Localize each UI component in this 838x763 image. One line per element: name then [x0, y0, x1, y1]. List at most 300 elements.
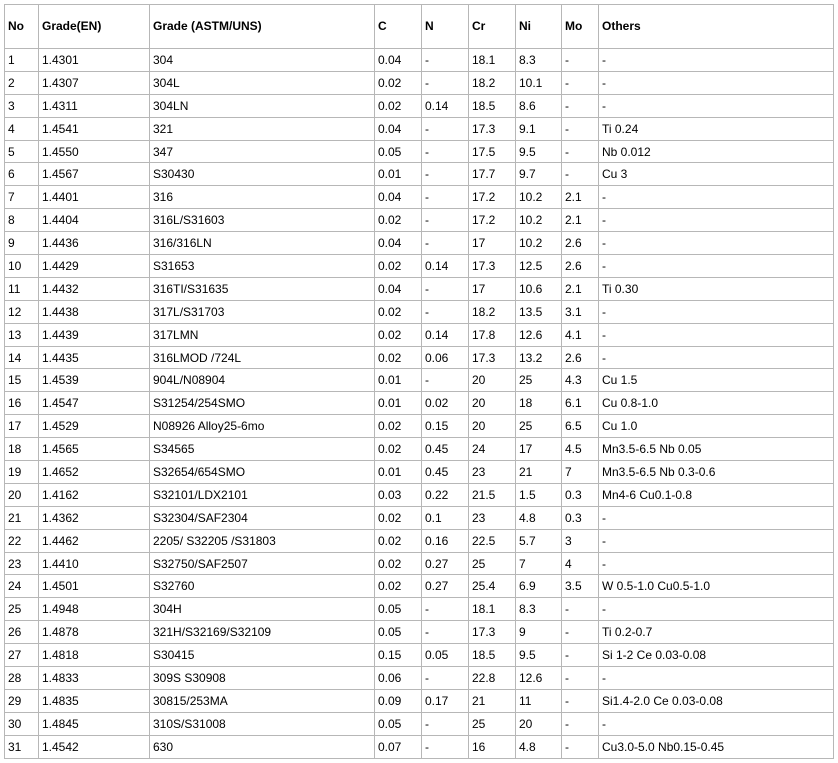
- cell-grade-en: 1.4435: [39, 346, 150, 369]
- cell-n: 0.15: [422, 415, 469, 438]
- header-n: N: [422, 5, 469, 49]
- table-row: [5, 117, 834, 140]
- cell-grade-en: 1.4547: [39, 392, 150, 415]
- cell-grade-en: 1.4501: [39, 575, 150, 598]
- cell-no: 8: [5, 209, 39, 232]
- cell-c: 0.06: [375, 667, 422, 690]
- table-row: [5, 163, 834, 186]
- cell-mo: 2.6: [562, 255, 599, 278]
- cell-grade-astm-uns: 316/316LN: [150, 232, 375, 255]
- cell-grade-en: 1.4567: [39, 163, 150, 186]
- table-row: [5, 506, 834, 529]
- cell-others: Ti 0.24: [599, 117, 834, 140]
- cell-n: -: [422, 735, 469, 758]
- cell-n: -: [422, 598, 469, 621]
- cell-no: 17: [5, 415, 39, 438]
- cell-c: 0.02: [375, 71, 422, 94]
- cell-n: -: [422, 621, 469, 644]
- table-row: [5, 392, 834, 415]
- table-row: [5, 94, 834, 117]
- cell-c: 0.05: [375, 621, 422, 644]
- cell-others: Mn3.5-6.5 Nb 0.05: [599, 438, 834, 461]
- table-row: [5, 712, 834, 735]
- cell-grade-astm-uns: S32760: [150, 575, 375, 598]
- cell-c: 0.02: [375, 255, 422, 278]
- cell-mo: 4.1: [562, 323, 599, 346]
- cell-ni: 9.5: [516, 140, 562, 163]
- cell-n: 0.16: [422, 529, 469, 552]
- cell-grade-astm-uns: 309S S30908: [150, 667, 375, 690]
- cell-n: -: [422, 209, 469, 232]
- table-row: [5, 667, 834, 690]
- cell-grade-en: 1.4410: [39, 552, 150, 575]
- cell-mo: 0.3: [562, 506, 599, 529]
- table-body: [5, 49, 834, 759]
- cell-grade-en: 1.4432: [39, 277, 150, 300]
- cell-ni: 12.5: [516, 255, 562, 278]
- cell-mo: -: [562, 735, 599, 758]
- cell-grade-astm-uns: N08926 Alloy25-6mo: [150, 415, 375, 438]
- cell-cr: 17.3: [469, 346, 516, 369]
- cell-grade-astm-uns: 904L/N08904: [150, 369, 375, 392]
- table-row: [5, 49, 834, 72]
- cell-c: 0.15: [375, 644, 422, 667]
- cell-c: 0.02: [375, 575, 422, 598]
- header-grade-en: Grade(EN): [39, 5, 150, 49]
- cell-grade-astm-uns: S34565: [150, 438, 375, 461]
- cell-cr: 18.2: [469, 300, 516, 323]
- cell-grade-astm-uns: 316LMOD /724L: [150, 346, 375, 369]
- cell-cr: 25: [469, 712, 516, 735]
- cell-mo: 2.6: [562, 232, 599, 255]
- cell-c: 0.02: [375, 552, 422, 575]
- cell-c: 0.01: [375, 163, 422, 186]
- cell-grade-astm-uns: S32304/SAF2304: [150, 506, 375, 529]
- cell-grade-astm-uns: 316L/S31603: [150, 209, 375, 232]
- cell-grade-en: 1.4438: [39, 300, 150, 323]
- cell-mo: -: [562, 71, 599, 94]
- cell-others: -: [599, 667, 834, 690]
- cell-grade-en: 1.4541: [39, 117, 150, 140]
- cell-cr: 17.2: [469, 186, 516, 209]
- cell-cr: 23: [469, 461, 516, 484]
- cell-c: 0.04: [375, 277, 422, 300]
- cell-ni: 13.2: [516, 346, 562, 369]
- cell-grade-astm-uns: 316: [150, 186, 375, 209]
- table-row: [5, 735, 834, 758]
- table-row: [5, 529, 834, 552]
- cell-cr: 17.3: [469, 621, 516, 644]
- cell-no: 11: [5, 277, 39, 300]
- cell-no: 15: [5, 369, 39, 392]
- cell-grade-astm-uns: 347: [150, 140, 375, 163]
- table-row: [5, 621, 834, 644]
- cell-n: 0.27: [422, 552, 469, 575]
- cell-c: 0.02: [375, 438, 422, 461]
- cell-grade-en: 1.4307: [39, 71, 150, 94]
- cell-no: 26: [5, 621, 39, 644]
- cell-others: -: [599, 529, 834, 552]
- cell-no: 20: [5, 483, 39, 506]
- cell-n: -: [422, 277, 469, 300]
- cell-cr: 21: [469, 689, 516, 712]
- cell-no: 1: [5, 49, 39, 72]
- cell-n: 0.14: [422, 255, 469, 278]
- cell-ni: 13.5: [516, 300, 562, 323]
- cell-cr: 18.5: [469, 644, 516, 667]
- table-row: [5, 689, 834, 712]
- cell-ni: 18: [516, 392, 562, 415]
- cell-ni: 4.8: [516, 506, 562, 529]
- cell-grade-astm-uns: 317L/S31703: [150, 300, 375, 323]
- cell-ni: 7: [516, 552, 562, 575]
- cell-ni: 12.6: [516, 323, 562, 346]
- cell-c: 0.01: [375, 392, 422, 415]
- cell-grade-astm-uns: S32750/SAF2507: [150, 552, 375, 575]
- table-row: [5, 461, 834, 484]
- table-row: [5, 277, 834, 300]
- table-row: [5, 323, 834, 346]
- cell-mo: -: [562, 163, 599, 186]
- cell-ni: 10.2: [516, 232, 562, 255]
- cell-mo: 3.1: [562, 300, 599, 323]
- cell-no: 14: [5, 346, 39, 369]
- table-row: [5, 483, 834, 506]
- cell-others: -: [599, 94, 834, 117]
- cell-grade-astm-uns: S31653: [150, 255, 375, 278]
- cell-ni: 8.3: [516, 598, 562, 621]
- cell-grade-astm-uns: 321H/S32169/S32109: [150, 621, 375, 644]
- cell-cr: 20: [469, 415, 516, 438]
- cell-grade-astm-uns: S30430: [150, 163, 375, 186]
- cell-c: 0.05: [375, 712, 422, 735]
- cell-n: -: [422, 712, 469, 735]
- table-row: [5, 140, 834, 163]
- cell-cr: 18.1: [469, 49, 516, 72]
- cell-n: 0.27: [422, 575, 469, 598]
- cell-ni: 12.6: [516, 667, 562, 690]
- cell-grade-en: 1.4311: [39, 94, 150, 117]
- cell-cr: 18.2: [469, 71, 516, 94]
- cell-grade-en: 1.4948: [39, 598, 150, 621]
- table-row: [5, 438, 834, 461]
- cell-others: Cu 1.0: [599, 415, 834, 438]
- cell-ni: 9.1: [516, 117, 562, 140]
- cell-grade-astm-uns: 316TI/S31635: [150, 277, 375, 300]
- cell-c: 0.02: [375, 300, 422, 323]
- table-row: [5, 255, 834, 278]
- cell-cr: 17.2: [469, 209, 516, 232]
- cell-others: -: [599, 712, 834, 735]
- cell-cr: 22.8: [469, 667, 516, 690]
- table-row: [5, 186, 834, 209]
- cell-cr: 25.4: [469, 575, 516, 598]
- cell-ni: 10.2: [516, 209, 562, 232]
- cell-ni: 9.7: [516, 163, 562, 186]
- cell-others: Si 1-2 Ce 0.03-0.08: [599, 644, 834, 667]
- cell-others: -: [599, 300, 834, 323]
- cell-c: 0.02: [375, 94, 422, 117]
- cell-grade-en: 1.4404: [39, 209, 150, 232]
- cell-n: 0.05: [422, 644, 469, 667]
- cell-ni: 25: [516, 369, 562, 392]
- cell-others: -: [599, 71, 834, 94]
- cell-mo: 2.6: [562, 346, 599, 369]
- header-no: No: [5, 5, 39, 49]
- cell-n: 0.45: [422, 438, 469, 461]
- cell-cr: 25: [469, 552, 516, 575]
- cell-c: 0.05: [375, 598, 422, 621]
- cell-c: 0.03: [375, 483, 422, 506]
- cell-grade-astm-uns: 2205/ S32205 /S31803: [150, 529, 375, 552]
- cell-others: Si1.4-2.0 Ce 0.03-0.08: [599, 689, 834, 712]
- cell-grade-astm-uns: 30815/253MA: [150, 689, 375, 712]
- cell-cr: 20: [469, 369, 516, 392]
- cell-others: -: [599, 186, 834, 209]
- cell-n: -: [422, 186, 469, 209]
- cell-c: 0.02: [375, 323, 422, 346]
- cell-grade-astm-uns: 630: [150, 735, 375, 758]
- table-row: [5, 598, 834, 621]
- cell-n: 0.02: [422, 392, 469, 415]
- cell-cr: 23: [469, 506, 516, 529]
- cell-mo: -: [562, 140, 599, 163]
- cell-cr: 17: [469, 232, 516, 255]
- cell-ni: 10.2: [516, 186, 562, 209]
- cell-no: 5: [5, 140, 39, 163]
- cell-others: Cu3.0-5.0 Nb0.15-0.45: [599, 735, 834, 758]
- cell-c: 0.04: [375, 232, 422, 255]
- cell-mo: -: [562, 667, 599, 690]
- cell-no: 29: [5, 689, 39, 712]
- cell-ni: 4.8: [516, 735, 562, 758]
- cell-mo: 0.3: [562, 483, 599, 506]
- header-c: C: [375, 5, 422, 49]
- cell-cr: 20: [469, 392, 516, 415]
- cell-mo: 6.1: [562, 392, 599, 415]
- cell-grade-en: 1.4878: [39, 621, 150, 644]
- cell-cr: 24: [469, 438, 516, 461]
- cell-grade-en: 1.4436: [39, 232, 150, 255]
- cell-no: 10: [5, 255, 39, 278]
- cell-no: 2: [5, 71, 39, 94]
- cell-grade-en: 1.4462: [39, 529, 150, 552]
- cell-grade-astm-uns: S32654/654SMO: [150, 461, 375, 484]
- cell-others: -: [599, 49, 834, 72]
- cell-mo: -: [562, 598, 599, 621]
- cell-n: -: [422, 667, 469, 690]
- cell-n: -: [422, 232, 469, 255]
- cell-others: Mn4-6 Cu0.1-0.8: [599, 483, 834, 506]
- header-mo: Mo: [562, 5, 599, 49]
- cell-c: 0.02: [375, 209, 422, 232]
- cell-others: Nb 0.012: [599, 140, 834, 163]
- table-row: [5, 552, 834, 575]
- cell-mo: 4: [562, 552, 599, 575]
- cell-grade-en: 1.4542: [39, 735, 150, 758]
- cell-cr: 17: [469, 277, 516, 300]
- cell-grade-en: 1.4835: [39, 689, 150, 712]
- cell-mo: 4.3: [562, 369, 599, 392]
- cell-n: -: [422, 117, 469, 140]
- cell-c: 0.02: [375, 346, 422, 369]
- cell-ni: 21: [516, 461, 562, 484]
- cell-ni: 9.5: [516, 644, 562, 667]
- cell-cr: 17.7: [469, 163, 516, 186]
- cell-n: -: [422, 300, 469, 323]
- cell-grade-astm-uns: 304L: [150, 71, 375, 94]
- cell-cr: 22.5: [469, 529, 516, 552]
- cell-ni: 6.9: [516, 575, 562, 598]
- cell-others: Ti 0.30: [599, 277, 834, 300]
- table-row: [5, 346, 834, 369]
- cell-mo: 6.5: [562, 415, 599, 438]
- cell-grade-en: 1.4401: [39, 186, 150, 209]
- cell-others: Cu 1.5: [599, 369, 834, 392]
- cell-grade-en: 1.4529: [39, 415, 150, 438]
- cell-no: 22: [5, 529, 39, 552]
- table-row: [5, 575, 834, 598]
- table-row: [5, 300, 834, 323]
- cell-n: 0.06: [422, 346, 469, 369]
- cell-no: 9: [5, 232, 39, 255]
- cell-mo: 3: [562, 529, 599, 552]
- cell-n: 0.14: [422, 94, 469, 117]
- cell-mo: 3.5: [562, 575, 599, 598]
- cell-cr: 16: [469, 735, 516, 758]
- cell-c: 0.05: [375, 140, 422, 163]
- cell-grade-astm-uns: S32101/LDX2101: [150, 483, 375, 506]
- cell-grade-astm-uns: 304H: [150, 598, 375, 621]
- cell-ni: 10.1: [516, 71, 562, 94]
- table-row: [5, 209, 834, 232]
- cell-mo: -: [562, 689, 599, 712]
- cell-no: 4: [5, 117, 39, 140]
- cell-no: 25: [5, 598, 39, 621]
- cell-n: 0.1: [422, 506, 469, 529]
- cell-no: 6: [5, 163, 39, 186]
- cell-cr: 17.3: [469, 255, 516, 278]
- cell-no: 12: [5, 300, 39, 323]
- cell-n: -: [422, 369, 469, 392]
- composition-table: [4, 4, 834, 759]
- composition-table-container: [4, 4, 834, 759]
- cell-ni: 25: [516, 415, 562, 438]
- table-row: [5, 71, 834, 94]
- cell-c: 0.02: [375, 415, 422, 438]
- cell-no: 31: [5, 735, 39, 758]
- cell-cr: 17.5: [469, 140, 516, 163]
- cell-others: -: [599, 255, 834, 278]
- cell-others: -: [599, 323, 834, 346]
- cell-n: 0.14: [422, 323, 469, 346]
- cell-cr: 21.5: [469, 483, 516, 506]
- cell-grade-en: 1.4550: [39, 140, 150, 163]
- cell-ni: 10.6: [516, 277, 562, 300]
- cell-c: 0.01: [375, 461, 422, 484]
- cell-no: 30: [5, 712, 39, 735]
- cell-c: 0.04: [375, 186, 422, 209]
- cell-mo: 2.1: [562, 277, 599, 300]
- cell-n: -: [422, 163, 469, 186]
- cell-ni: 8.6: [516, 94, 562, 117]
- cell-grade-astm-uns: S30415: [150, 644, 375, 667]
- cell-grade-en: 1.4833: [39, 667, 150, 690]
- cell-grade-astm-uns: S31254/254SMO: [150, 392, 375, 415]
- cell-no: 19: [5, 461, 39, 484]
- cell-no: 21: [5, 506, 39, 529]
- cell-cr: 18.5: [469, 94, 516, 117]
- cell-ni: 11: [516, 689, 562, 712]
- cell-c: 0.09: [375, 689, 422, 712]
- cell-no: 7: [5, 186, 39, 209]
- cell-mo: -: [562, 712, 599, 735]
- cell-mo: -: [562, 644, 599, 667]
- cell-mo: -: [562, 117, 599, 140]
- cell-cr: 17.3: [469, 117, 516, 140]
- cell-no: 27: [5, 644, 39, 667]
- cell-no: 16: [5, 392, 39, 415]
- cell-cr: 17.8: [469, 323, 516, 346]
- cell-cr: 18.1: [469, 598, 516, 621]
- cell-n: 0.45: [422, 461, 469, 484]
- header-ni: Ni: [516, 5, 562, 49]
- header-grade-astm-uns: [150, 5, 375, 49]
- table-row: [5, 415, 834, 438]
- cell-others: -: [599, 506, 834, 529]
- cell-grade-astm-uns: 317LMN: [150, 323, 375, 346]
- cell-mo: 7: [562, 461, 599, 484]
- cell-no: 23: [5, 552, 39, 575]
- cell-grade-en: 1.4845: [39, 712, 150, 735]
- cell-no: 18: [5, 438, 39, 461]
- cell-grade-en: 1.4362: [39, 506, 150, 529]
- cell-others: -: [599, 209, 834, 232]
- cell-grade-en: 1.4301: [39, 49, 150, 72]
- header-grade-astm-uns-label: Grade (ASTM/UNS): [153, 19, 262, 33]
- cell-n: 0.17: [422, 689, 469, 712]
- cell-ni: 9: [516, 621, 562, 644]
- cell-grade-en: 1.4539: [39, 369, 150, 392]
- cell-c: 0.04: [375, 117, 422, 140]
- table-row: [5, 369, 834, 392]
- cell-mo: -: [562, 94, 599, 117]
- cell-grade-en: 1.4565: [39, 438, 150, 461]
- cell-ni: 5.7: [516, 529, 562, 552]
- cell-no: 28: [5, 667, 39, 690]
- cell-grade-en: 1.4162: [39, 483, 150, 506]
- cell-c: 0.02: [375, 506, 422, 529]
- cell-c: 0.07: [375, 735, 422, 758]
- cell-mo: 4.5: [562, 438, 599, 461]
- cell-ni: 8.3: [516, 49, 562, 72]
- cell-no: 3: [5, 94, 39, 117]
- cell-grade-en: 1.4818: [39, 644, 150, 667]
- cell-c: 0.02: [375, 529, 422, 552]
- cell-no: 24: [5, 575, 39, 598]
- cell-grade-astm-uns: 304: [150, 49, 375, 72]
- cell-n: -: [422, 71, 469, 94]
- header-cr: Cr: [469, 5, 516, 49]
- cell-others: Cu 3: [599, 163, 834, 186]
- cell-others: -: [599, 598, 834, 621]
- cell-grade-astm-uns: 304LN: [150, 94, 375, 117]
- cell-grade-en: 1.4439: [39, 323, 150, 346]
- cell-grade-en: 1.4429: [39, 255, 150, 278]
- header-row: [5, 5, 834, 49]
- cell-others: -: [599, 232, 834, 255]
- cell-grade-astm-uns: 310S/S31008: [150, 712, 375, 735]
